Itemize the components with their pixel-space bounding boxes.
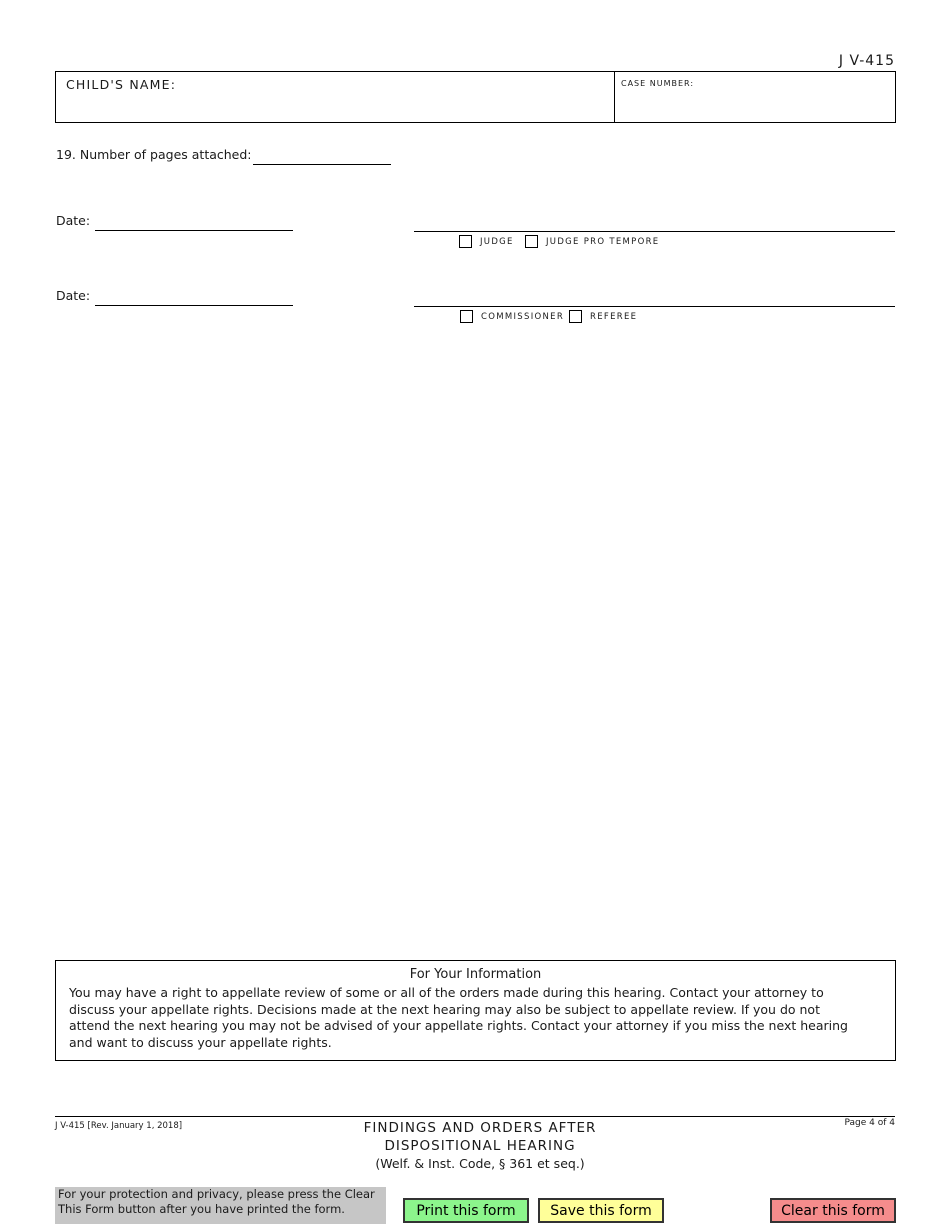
form-title-line-1: FINDINGS AND ORDERS AFTER [363,1120,597,1136]
judge-checkbox[interactable] [459,235,472,248]
signature-line-2 [414,306,895,307]
date-input-2[interactable] [95,287,293,306]
date-label-2: Date: [56,288,91,303]
date-label-1: Date: [56,213,91,228]
statute-citation: (Welf. & Inst. Code, § 361 et seq.) [375,1156,585,1171]
signature-line-1 [414,231,895,232]
form-title [280,1119,680,1173]
header-divider [614,72,615,122]
judge-pro-tempore-checkbox[interactable] [525,235,538,248]
save-form-button[interactable]: Save this form [538,1198,664,1223]
commissioner-checkbox-label: COMMISSIONER [481,311,565,322]
form-title-line-2: DISPOSITIONAL HEARING [384,1138,576,1154]
commissioner-checkbox[interactable] [460,310,473,323]
header-box [55,71,896,123]
judge-pro-tempore-option [525,235,659,248]
print-form-button[interactable]: Print this form [403,1198,529,1223]
judge-option [459,235,514,248]
information-body: You may have a right to appellate review of some or all of the orders made during this hearing. Contact your attorney to discuss your appellate rights. Decisions made at the next hearing may also be subject to appellate review. If you do not attend the next hearing you may not be advised of your appellate rights. Contact your attorney if you miss the next hearing and want to discuss your appellate rights. [69,985,848,1050]
pages-attached-label: 19. Number of pages attached: [56,147,252,162]
judge-pro-tempore-checkbox-label: JUDGE PRO TEMPORE [546,236,660,247]
clear-form-button[interactable]: Clear this form [770,1198,896,1223]
referee-checkbox-label: REFEREE [590,311,638,322]
child-name-input[interactable] [66,96,610,118]
page-number: Page 4 of 4 [844,1118,895,1128]
pages-attached-input[interactable] [253,146,391,165]
case-number-input[interactable] [622,94,892,118]
information-title: For Your Information [409,967,542,982]
date-input-1[interactable] [95,212,293,231]
child-name-label: CHILD'S NAME: [66,77,177,92]
commissioner-option [460,310,564,323]
form-revision: J V-415 [Rev. January 1, 2018] [55,1121,183,1131]
case-number-label: CASE NUMBER: [621,79,695,88]
form-number: J V-415 [838,53,895,69]
referee-option [569,310,637,323]
privacy-notice: For your protection and privacy, please press the Clear This Form button after you have printed the form. [55,1187,386,1224]
footer-rule [55,1116,895,1117]
information-box [55,960,896,1061]
referee-checkbox[interactable] [569,310,582,323]
judge-checkbox-label: JUDGE [480,236,514,247]
